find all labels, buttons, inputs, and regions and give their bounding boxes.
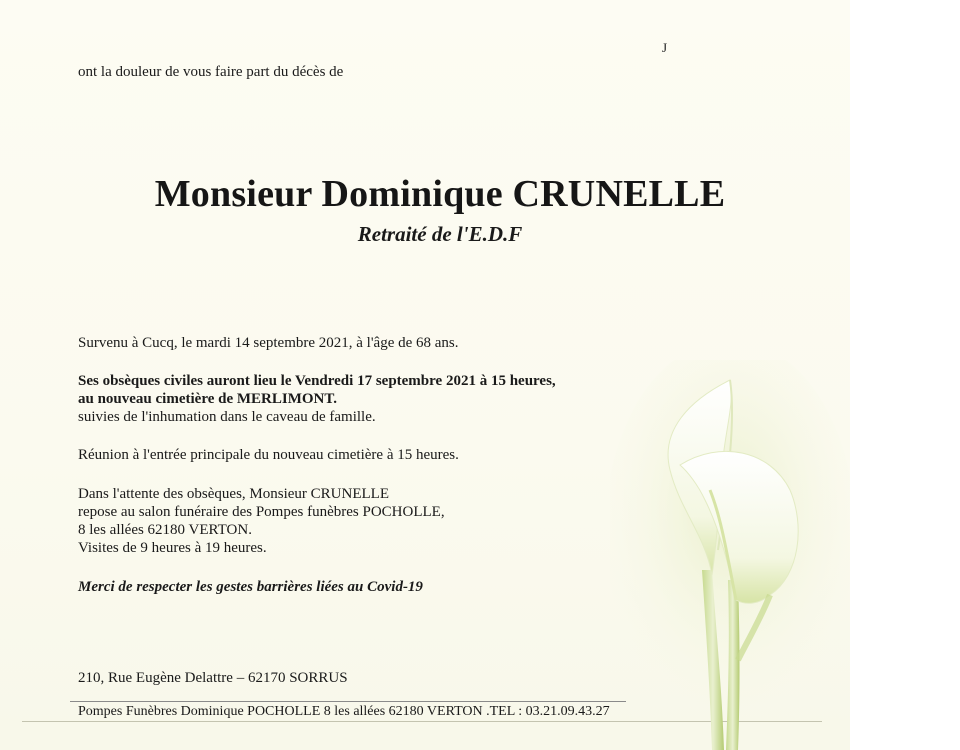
wake-line-4: Visites de 9 heures à 19 heures. (78, 540, 267, 556)
covid-notice: Merci de respecter les gestes barrières liées au Covid-19 (78, 579, 423, 595)
wake-line-2: repose au salon funéraire des Pompes funèbres POCHOLLE, (78, 504, 445, 520)
calla-lily-flower-icon (610, 360, 850, 750)
funeral-line-2: au nouveau cimetière de MERLIMONT. (78, 391, 338, 407)
wake-line-1: Dans l'attente des obsèques, Monsieur CRUNELLE (78, 486, 389, 502)
family-address: 210, Rue Eugène Delattre – 62170 SORRUS (78, 670, 348, 686)
intro-text: ont la douleur de vous faire part du décès de (78, 64, 344, 80)
funeral-home-footer: Pompes Funèbres Dominique POCHOLLE 8 les allées 62180 VERTON .TEL : 03.21.09.43.27 (78, 704, 610, 719)
wake-line-3: 8 les allées 62180 VERTON. (78, 522, 252, 538)
funeral-line-3: suivies de l'inhumation dans le caveau de famille. (78, 409, 376, 425)
footer-rule (70, 701, 626, 702)
death-notice: Survenu à Cucq, le mardi 14 septembre 2021, à l'âge de 68 ans. (78, 335, 459, 351)
deceased-name: Monsieur Dominique CRUNELLE (154, 173, 726, 215)
meeting-info: Réunion à l'entrée principale du nouveau cimetière à 15 heures. (78, 447, 459, 463)
funeral-line-1: Ses obsèques civiles auront lieu le Vendredi 17 septembre 2021 à 15 heures, (78, 373, 556, 389)
scan-margin (850, 0, 960, 750)
deceased-title: Retraité de l'E.D.F (357, 222, 523, 246)
edge-mark: J (662, 40, 668, 55)
